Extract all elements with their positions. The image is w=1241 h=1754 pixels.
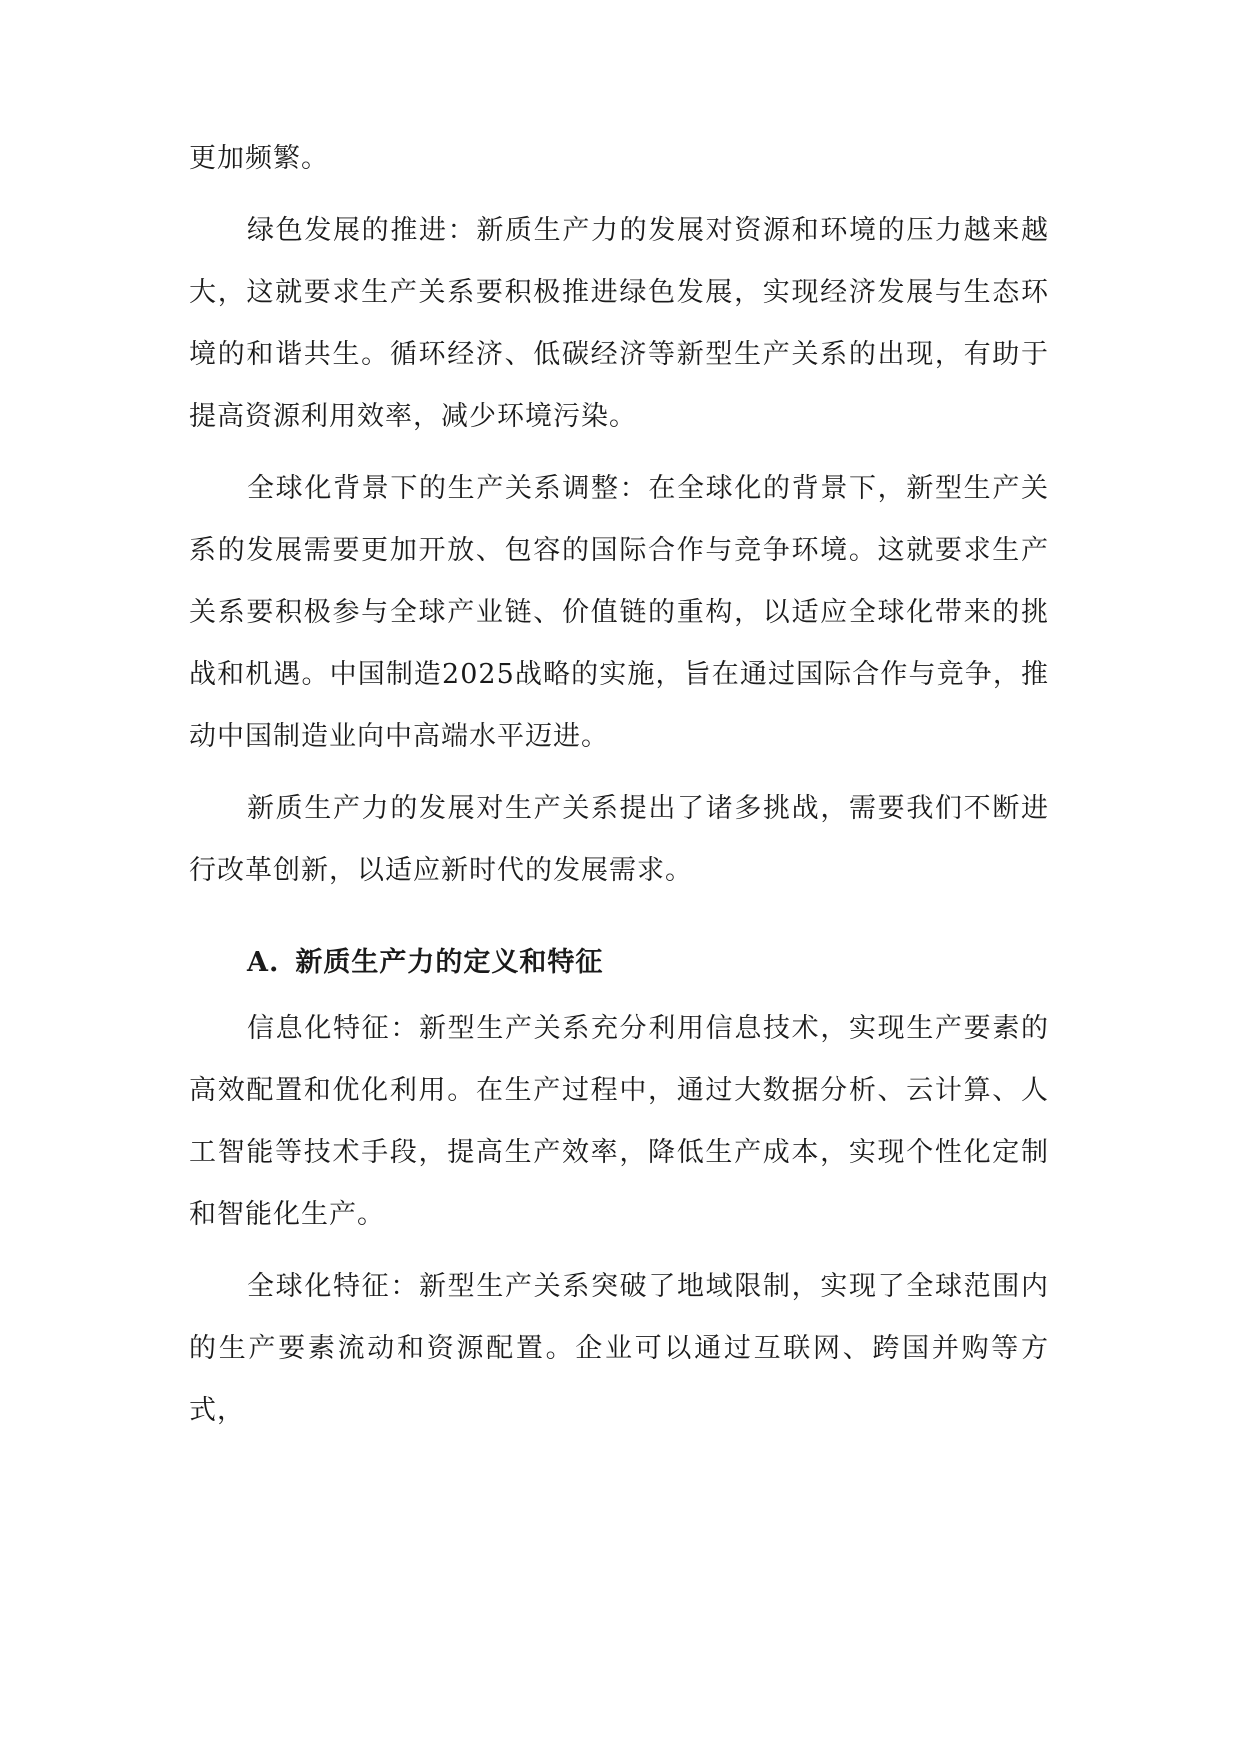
paragraph-gap <box>189 902 1049 932</box>
paragraph-informatization-feature: 信息化特征：新型生产关系充分利用信息技术，实现生产要素的高效配置和优化利用。在生产过程中，通过大数据分析、云计算、人工智能等技术手段，提高生产效率，降低生产成本，实现个性化定制和智能化生产。 <box>189 1013 1049 1230</box>
paragraph-gap <box>189 190 1049 200</box>
paragraph-summary: 新质生产力的发展对生产关系提出了诸多挑战，需要我们不断进行改革创新，以适应新时代的发展需求。 <box>189 793 1049 886</box>
document-page <box>189 128 1049 1442</box>
paragraph-gap <box>189 448 1049 458</box>
paragraph-gap <box>189 768 1049 778</box>
paragraph-globalization-adjustment: 全球化背景下的生产关系调整：在全球化的背景下，新型生产关系的发展需要更加开放、包容的国际合作与竞争环境。这就要求生产关系要积极参与全球产业链、价值链的重构，以适应全球化带来的挑战和机遇。中国制造2025战略的实施，旨在通过国际合作与竞争，推动中国制造业向中高端水平迈进。 <box>189 473 1049 752</box>
section-title: 新质生产力的定义和特征 <box>295 947 604 978</box>
section-number: A. <box>247 947 280 978</box>
paragraph-gap <box>189 1246 1049 1256</box>
section-heading <box>189 932 1049 994</box>
paragraph-globalization-feature: 全球化特征：新型生产关系突破了地域限制，实现了全球范围内的生产要素流动和资源配置。企业可以通过互联网、跨国并购等方式， <box>189 1271 1049 1426</box>
paragraph-green-development: 绿色发展的推进：新质生产力的发展对资源和环境的压力越来越大，这就要求生产关系要积极推进绿色发展，实现经济发展与生态环境的和谐共生。循环经济、低碳经济等新型生产关系的出现，有助于提高资源利用效率，减少环境污染。 <box>189 215 1049 432</box>
paragraph-continuation: 更加频繁。 <box>189 143 329 174</box>
